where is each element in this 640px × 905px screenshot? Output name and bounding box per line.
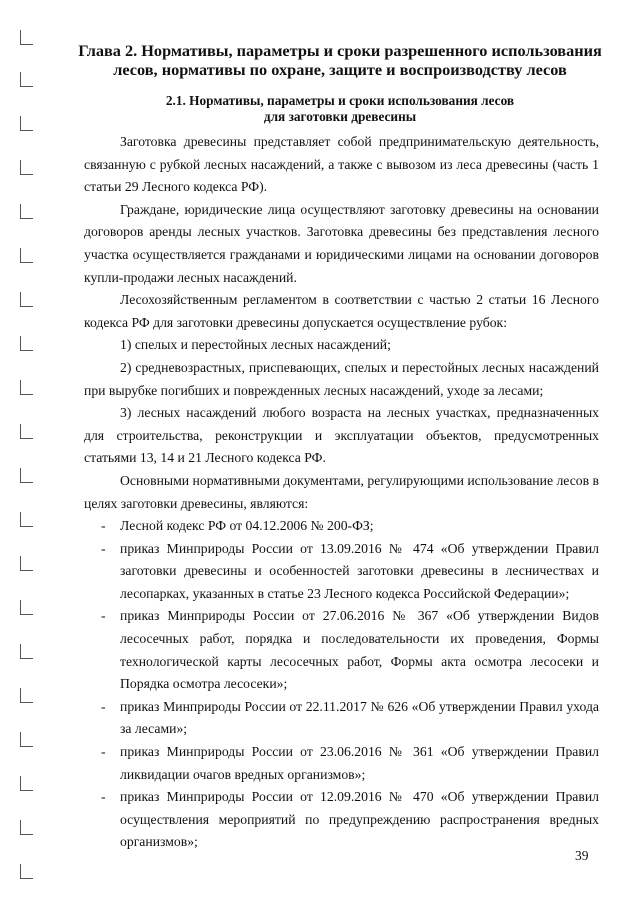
list-item-text: приказ Минприроды России от 23.06.2016 № 361 «Об утверждении Правил ликвидации очагов вредных организмов»;	[120, 744, 599, 782]
binding-mark	[20, 644, 33, 659]
binding-mark	[20, 512, 33, 527]
binding-mark	[20, 160, 33, 175]
binding-mark	[20, 556, 33, 571]
dash-bullet: -	[101, 518, 106, 534]
chapter-title-line-2: лесов, нормативы по охране, защите и воспроизводству лесов	[113, 60, 567, 79]
binding-mark	[20, 204, 33, 219]
list-item	[84, 741, 599, 786]
page-number: 39	[575, 848, 589, 863]
chapter-title-line-1: Глава 2. Нормативы, параметры и сроки разрешенного использования	[78, 41, 602, 60]
section-title-line-1: 2.1. Нормативы, параметры и сроки использования лесов	[165, 93, 515, 108]
paragraph: Лесохозяйственным регламентом в соответствии с частью 2 статьи 16 Лесного кодекса РФ для заготовки древесины допускается осуществление рубок:	[84, 292, 599, 330]
list-item	[84, 515, 599, 538]
binding-margin	[0, 0, 40, 905]
section-title	[120, 93, 560, 125]
dash-bullet: -	[101, 540, 106, 556]
binding-mark	[20, 600, 33, 615]
numbered-item: 3) лесных насаждений любого возраста на лесных участках, предназначенных для строительства, реконструкции и эксплуатации объектов, предусмотренных статьями 13, 14 и 21 Лесного кодекса РФ.	[84, 405, 599, 466]
binding-mark	[20, 336, 33, 351]
binding-mark	[20, 864, 33, 879]
binding-mark	[20, 30, 33, 45]
section-title-line-2: для заготовки древесины	[263, 109, 417, 124]
binding-mark	[20, 116, 33, 131]
binding-mark	[20, 820, 33, 835]
list-item	[84, 696, 599, 741]
list-item	[84, 786, 599, 854]
binding-mark	[20, 380, 33, 395]
numbered-item: 1) спелых и перестойных лесных насаждений;	[120, 337, 391, 353]
documents-list	[84, 515, 599, 854]
dash-bullet: -	[101, 608, 106, 624]
binding-mark	[20, 424, 33, 439]
binding-mark	[20, 248, 33, 263]
binding-mark	[20, 292, 33, 307]
list-item-text: приказ Минприроды России от 22.11.2017 № 626 «Об утверждении Правил ухода за лесами»;	[120, 698, 599, 737]
documents-intro: Основными нормативными документами, регулирующими использование лесов в целях заготовки древесины, являются:	[84, 472, 599, 511]
binding-mark	[20, 688, 33, 703]
numbered-item: 2) средневозрастных, приспевающих, спелых и перестойных лесных насаждений при вырубке погибших и поврежденных лесных насаждений, уходе за лесами;	[84, 359, 599, 398]
binding-mark	[20, 776, 33, 791]
list-item	[84, 538, 599, 606]
list-item-text: приказ Минприроды России от 27.06.2016 № 367 «Об утверждении Видов лесосечных работ, порядка и последовательности их проведения, Формы технологической карты лесосечных работ, Формы акта осмотра лесосеки и Порядка осмотра лесосеки»;	[120, 608, 599, 692]
binding-mark	[20, 72, 33, 87]
dash-bullet: -	[101, 698, 106, 714]
body-text	[84, 131, 599, 854]
dash-bullet: -	[101, 744, 106, 760]
dash-bullet: -	[101, 789, 106, 805]
paragraph: Заготовка древесины представляет собой предпринимательскую деятельность, связанную с рубкой лесных насаждений, а также с вывозом из леса древесины (часть 1 статьи 29 Лесного кодекса РФ).	[84, 134, 599, 195]
paragraph: Граждане, юридические лица осуществляют заготовку древесины на основании договоров аренды лесных участков. Заготовка древесины без представления лесного участка осуществляется гражданами и юридическими лицами на основании договоров купли-продажи лесных насаждений.	[84, 201, 599, 285]
chapter-title	[60, 41, 620, 79]
list-item-text: Лесной кодекс РФ от 04.12.2006 № 200-ФЗ;	[120, 518, 374, 534]
list-item	[84, 605, 599, 695]
list-item-text: приказ Минприроды России от 12.09.2016 № 470 «Об утверждении Правил осуществления мероприятий по предупреждению распространения вредных организмов»;	[120, 789, 599, 850]
binding-mark	[20, 468, 33, 483]
binding-mark	[20, 732, 33, 747]
list-item-text: приказ Минприроды России от 13.09.2016 № 474 «Об утверждении Правил заготовки древесины и особенностей заготовки древесины в лесничествах и лесопарках, указанных в статье 23 Лесного кодекса Российской Федерации»;	[120, 540, 599, 601]
